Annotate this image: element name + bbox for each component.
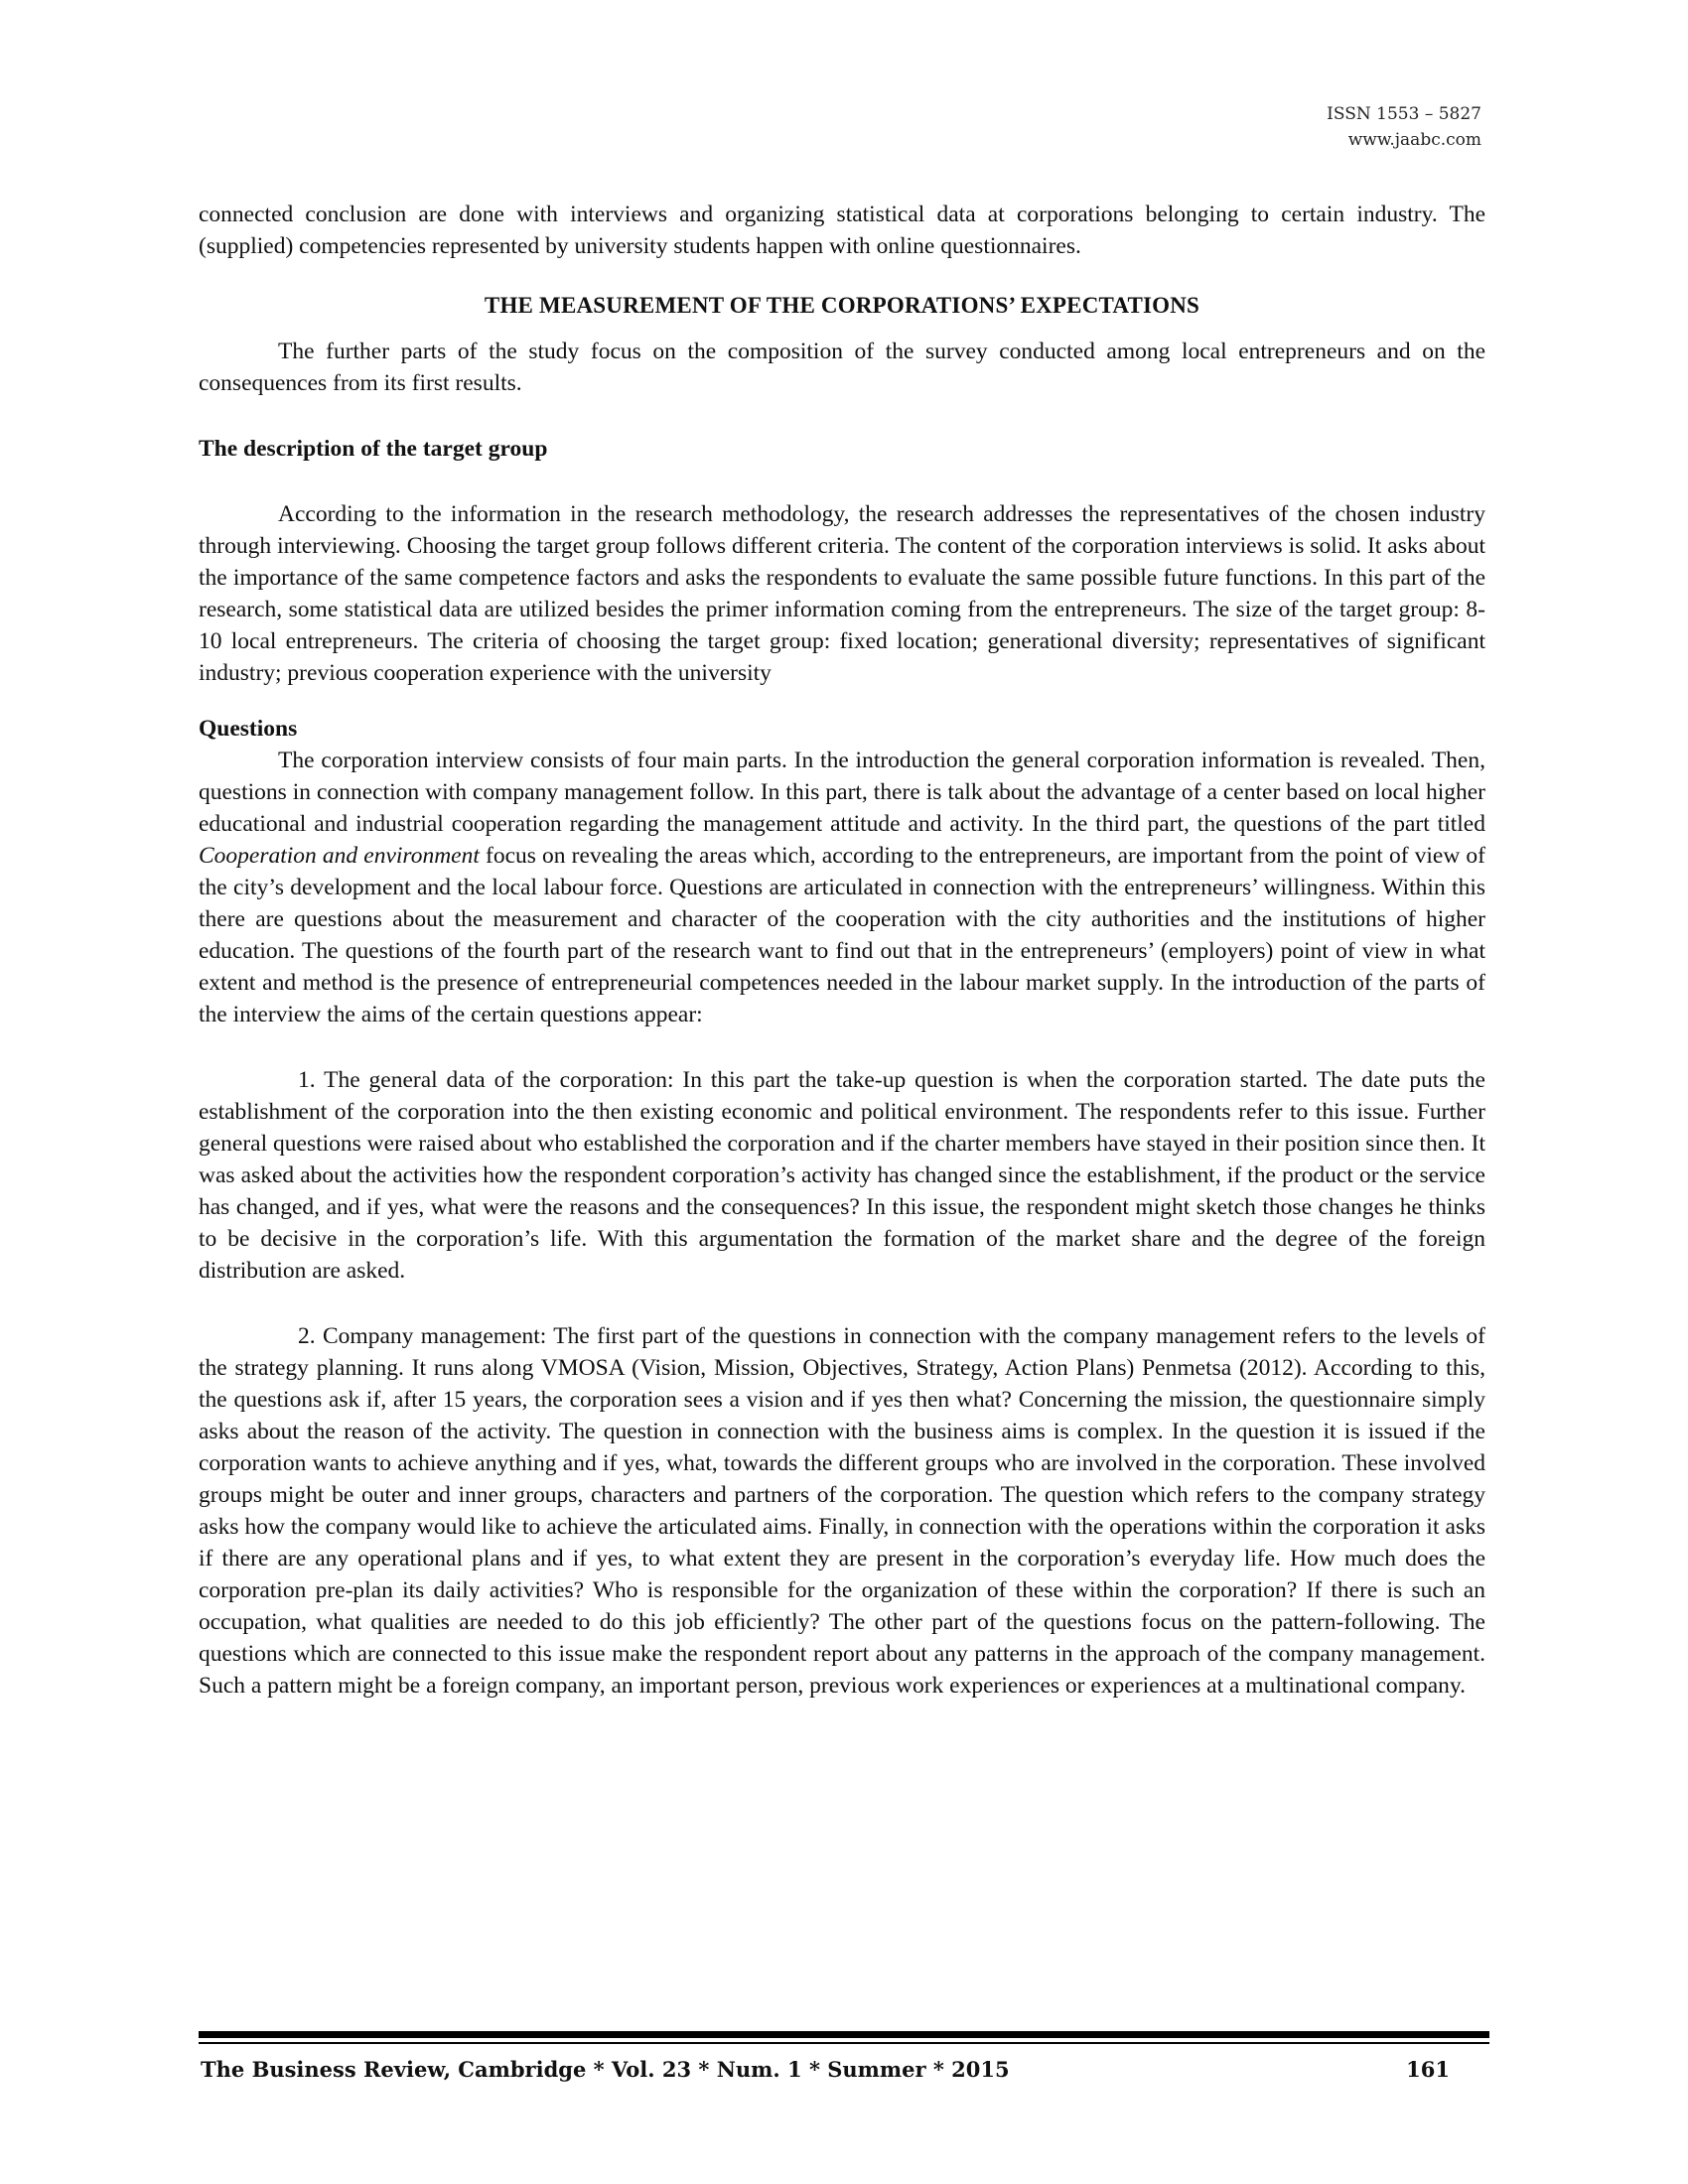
questions-heading: Questions: [199, 716, 298, 742]
website-label: www.jaabc.com: [1347, 130, 1481, 150]
section-heading: THE MEASUREMENT OF THE CORPORATIONS’ EXPECTATIONS: [484, 293, 1200, 318]
intro-paragraph: connected conclusion are done with interviews and organizing statistical data at corporations belonging to certain industry. The (supplied) competencies represented by university students happen with online questionnaires.: [199, 202, 1485, 259]
body-text: [199, 199, 1485, 1702]
footer-rule-thin: [199, 2042, 1489, 2044]
page-number: 161: [1406, 2057, 1450, 2082]
questions-text-part-b: focus on revealing the areas which, according to the entrepreneurs, are important from the point of view of the city’s development and the local labour force. Questions are articulated in connection with the entrepreneurs’ willingness. Within this there are questions about the measurement and character of the cooperation with the city authorities and the institutions of higher education. The questions of the fourth part of the research want to find out that in the entrepreneurs’ (employers) point of view in what extent and method is the presence of entrepreneurial competences needed in the labour market supply. In the introduction of the parts of the interview the aims of the certain questions appear:: [199, 843, 1486, 1027]
questions-italic-title: Cooperation and environment: [199, 843, 480, 869]
issn-label: ISSN 1553 – 5827: [1327, 104, 1481, 124]
page-header: [1327, 101, 1481, 153]
footer-rule-thick: [199, 2031, 1489, 2038]
list-item-company-management: 2. Company management: The first part of the questions in connection with the company management refers to the levels of the strategy planning. It runs along VMOSA (Vision, Mission, Objectives, Strategy, Action Plans) Penmetsa (2012). According to this, the questions ask if, after 15 years, the corporation sees a vision and if yes then what? Concerning the mission, the questionnaire simply asks about the reason of the activity. The question in connection with the business aims is complex. In the question it is issued if the corporation wants to achieve anything and if yes, what, towards the different groups who are involved in the corporation. These involved groups might be outer and inner groups, characters and partners of the corporation. The question which refers to the company strategy asks how the company would like to achieve the articulated aims. Finally, in connection with the operations within the corporation it asks if there are any operational plans and if yes, to what extent they are present in the corporation’s everyday life. How much does the corporation pre-plan its daily activities? Who is responsible for the organization of these within the corporation? If there is such an occupation, what qualities are needed to do this job efficiently? The other part of the questions focus on the pattern-following. The questions which are connected to this issue make the respondent report about any patterns in the approach of the company management. Such a pattern might be a foreign company, an important person, previous work experiences or experiences at a multinational company.: [199, 1323, 1485, 1699]
questions-paragraph: [199, 745, 1485, 1030]
list-item-general-data: 1. The general data of the corporation: In this part the take-up question is when the corporation started. The date puts the establishment of the corporation into the then existing economic and political environment. The respondents refer to this issue. Further general questions were raised about who established the corporation and if the charter members have stayed in their position since then. It was asked about the activities how the respondent corporation’s activity has changed since the establishment, if the product or the service has changed, and if yes, what were the reasons and the consequences? In this issue, the respondent might sketch those changes he thinks to be decisive in the corporation’s life. With this argumentation the formation of the market share and the degree of the foreign distribution are asked.: [199, 1067, 1485, 1284]
questions-text-part-a: The corporation interview consists of four main parts. In the introduction the general corporation information is revealed. Then, questions in connection with company management follow. In this part, there is talk about the advantage of a center based on local higher educational and industrial cooperation regarding the management attitude and activity. In the third part, the questions of the part titled: [199, 748, 1485, 837]
section-paragraph: The further parts of the study focus on the composition of the survey conducted among local entrepreneurs and on the consequences from its first results.: [199, 339, 1485, 396]
target-group-paragraph: According to the information in the research methodology, the research addresses the representatives of the chosen industry through interviewing. Choosing the target group follows different criteria. The content of the corporation interviews is solid. It asks about the importance of the same competence factors and asks the respondents to evaluate the same possible future functions. In this part of the research, some statistical data are utilized besides the primer information coming from the entrepreneurs. The size of the target group: 8-10 local entrepreneurs. The criteria of choosing the target group: fixed location; generational diversity; representatives of significant industry; previous cooperation experience with the university: [199, 501, 1485, 686]
footer-journal: The Business Review, Cambridge * Vol. 23 * Num. 1 * Summer * 2015: [201, 2057, 1010, 2082]
target-group-heading: The description of the target group: [199, 436, 548, 462]
